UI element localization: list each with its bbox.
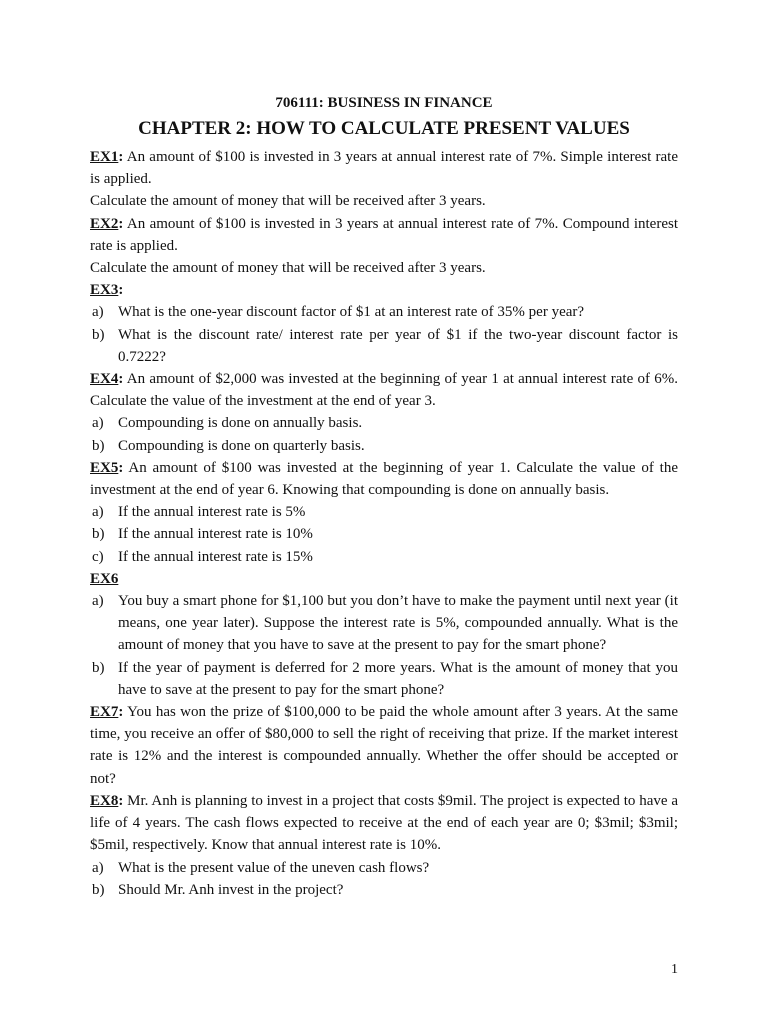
subquestion-marker: b) — [92, 659, 105, 676]
exercise-statement — [90, 279, 678, 301]
subquestion-text: If the annual interest rate is 15% — [118, 548, 313, 565]
subquestion — [90, 412, 678, 434]
exercise-intro: Mr. Anh is planning to invest in a project that costs $9mil. The project is expected to have a life of 4 years. The cash flows expected to receive at the end of each year are 0; $3mil; $3mil; $5mil, respectively. Know that annual interest rate is 10%. — [90, 792, 678, 854]
exercise-label-colon: : — [118, 704, 124, 721]
subquestion-marker: a) — [92, 504, 104, 521]
exercise-intro: An amount of $100 was invested at the beginning of year 1. Calculate the value of the investment at the end of year 6. Knowing that compounding is done on annually basis. — [90, 459, 678, 499]
exercise-label-colon: : — [118, 459, 124, 476]
exercise-statement — [90, 146, 678, 190]
exercise-label-colon: : — [118, 282, 124, 299]
subquestion — [90, 435, 678, 457]
exercise-label-colon: : — [118, 215, 124, 232]
subquestion — [90, 546, 678, 568]
subquestion-marker: b) — [92, 437, 105, 454]
exercise-intro: You has won the prize of $100,000 to be paid the whole amount after 3 years. At the same time, you receive an offer of $80,000 to sell the right of receiving that prize. If the market interest rate is 12% and the interest is compounded annually. Whether the offer should be accepted or not? — [90, 704, 678, 787]
subquestion-text: Compounding is done on quarterly basis. — [118, 437, 365, 454]
subquestion — [90, 501, 678, 523]
exercise-5 — [90, 457, 678, 568]
exercise-statement — [90, 701, 678, 790]
subquestion — [90, 523, 678, 545]
exercise-1 — [90, 146, 678, 213]
subquestion — [90, 879, 678, 901]
exercise-label-colon: : — [118, 149, 124, 165]
exercise-list — [90, 146, 678, 901]
subquestion-text: If the annual interest rate is 10% — [118, 526, 313, 543]
subquestion — [90, 590, 678, 657]
exercise-subquestions — [90, 857, 678, 901]
exercise-intro: An amount of $100 is invested in 3 years at annual interest rate of 7%. Simple interest rate is applied. — [90, 149, 678, 188]
exercise-4 — [90, 368, 678, 457]
exercise-label: EX2 — [90, 215, 119, 232]
subquestion-marker: b) — [92, 326, 105, 343]
exercise-statement — [90, 568, 678, 590]
exercise-subquestions — [90, 590, 678, 701]
exercise-subquestions — [90, 301, 678, 368]
exercise-paragraph: Calculate the amount of money that will be received after 3 years. — [90, 260, 486, 277]
exercise-statement — [90, 457, 678, 501]
exercise-2 — [90, 213, 678, 280]
exercise-intro: An amount of $100 is invested in 3 years at annual interest rate of 7%. Compound interest rate is applied. — [90, 215, 678, 254]
subquestion-marker: a) — [92, 593, 104, 610]
subquestion-marker: a) — [92, 304, 104, 321]
subquestion-text: Should Mr. Anh invest in the project? — [118, 881, 344, 898]
subquestion-marker: a) — [92, 859, 104, 876]
subquestion-marker: b) — [92, 526, 105, 543]
exercise-7 — [90, 701, 678, 790]
exercise-statement — [90, 790, 678, 857]
subquestion — [90, 657, 678, 701]
exercise-label-colon: : — [118, 792, 124, 809]
subquestion — [90, 324, 678, 368]
subquestion-text: If the annual interest rate is 5% — [118, 504, 306, 521]
subquestion-text: What is the present value of the uneven cash flows? — [118, 859, 430, 876]
exercise-paragraph: Calculate the amount of money that will be received after 3 years. — [90, 193, 486, 210]
exercise-label: EX7 — [90, 704, 119, 721]
course-title: 706111: BUSINESS IN FINANCE — [275, 95, 493, 111]
chapter-title: CHAPTER 2: HOW TO CALCULATE PRESENT VALUES — [138, 118, 630, 139]
subquestion-text: Compounding is done on annually basis. — [118, 415, 363, 432]
subquestion-marker: a) — [92, 415, 104, 432]
subquestion-text: If the year of payment is deferred for 2 more years. What is the amount of money that you have to save at the present to pay for the smart phone? — [118, 659, 678, 698]
exercise-label-colon: : — [118, 371, 124, 388]
exercise-label: EX1 — [90, 149, 119, 165]
document-body — [90, 92, 678, 901]
exercise-statement — [90, 213, 678, 257]
subquestion-marker: c) — [92, 548, 104, 565]
exercise-8 — [90, 790, 678, 901]
exercise-label: EX4 — [90, 371, 119, 388]
page-number: 1 — [671, 962, 678, 977]
exercise-label: EX5 — [90, 459, 119, 476]
subquestion — [90, 301, 678, 323]
subquestion-text: What is the one-year discount factor of $1 at an interest rate of 35% per year? — [118, 304, 585, 321]
exercise-intro: An amount of $2,000 was invested at the beginning of year 1 at annual interest rate of 6%. Calculate the value of the investment at the end of year 3. — [90, 371, 678, 410]
exercise-label: EX6 — [90, 570, 119, 587]
subquestion — [90, 857, 678, 879]
exercise-subquestions — [90, 412, 678, 456]
exercise-subquestions — [90, 501, 678, 568]
subquestion-text: You buy a smart phone for $1,100 but you don’t have to make the payment until next year (it means, one year later). Suppose the interest rate is 5%, compounded annually. What is the amount of money that you have to save at the present to pay for the smart phone? — [118, 593, 678, 654]
exercise-label: EX8 — [90, 792, 119, 809]
subquestion-marker: b) — [92, 881, 105, 898]
subquestion-text: What is the discount rate/ interest rate per year of $1 if the two-year discount factor is 0.7222? — [118, 326, 678, 365]
exercise-label: EX3 — [90, 282, 119, 299]
exercise-statement — [90, 368, 678, 412]
exercise-3 — [90, 279, 678, 368]
exercise-6 — [90, 568, 678, 701]
